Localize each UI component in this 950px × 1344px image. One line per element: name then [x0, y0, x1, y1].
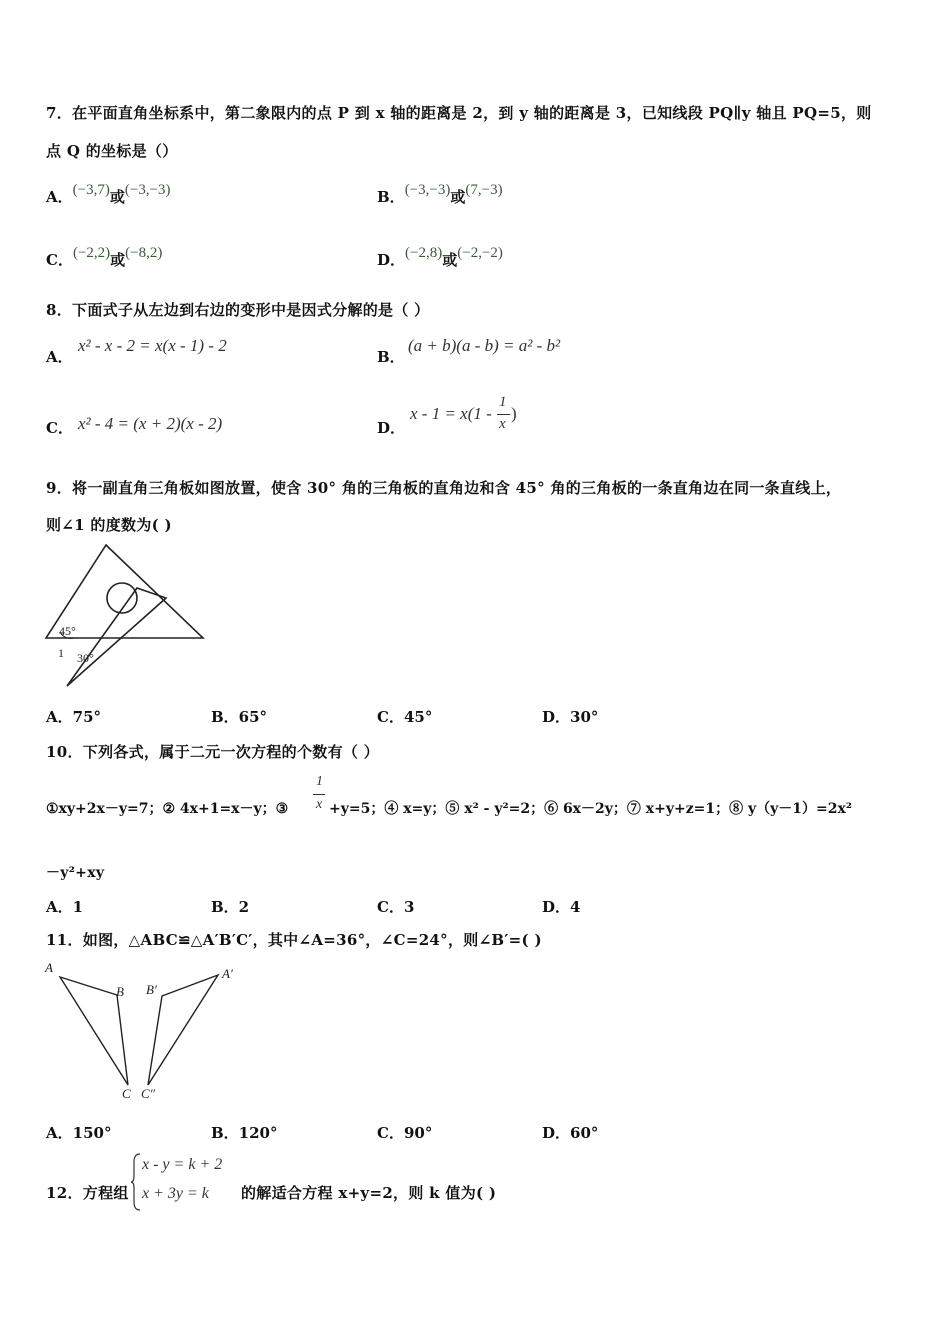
q12-equation-1: x - y = k + 2	[142, 1156, 223, 1173]
q7-option-b	[377, 182, 503, 207]
or-text: 或	[450, 188, 466, 206]
q10-option-b: B．2	[211, 898, 250, 916]
coord-1: (−3,−3)	[404, 182, 451, 198]
q9-option-c: C．45°	[377, 708, 433, 726]
coord-1: (−2,8)	[405, 245, 443, 261]
system-brace	[130, 1152, 142, 1212]
option-label: D．	[377, 251, 406, 269]
vertex-c-prime-label: C″	[141, 1086, 156, 1101]
or-text: 或	[109, 188, 125, 206]
or-text: 或	[110, 251, 126, 269]
q8-stem: 8．下面式子从左边到右边的变形中是因式分解的是（ ）	[46, 301, 430, 319]
q10-items-part1: ①xy+2x－y=7；② 4x+1=x－y；③	[46, 801, 289, 817]
or-text: 或	[442, 251, 458, 269]
q7-stem-line2: 点 Q 的坐标是（）	[46, 142, 178, 160]
coord-2: (−2,−2)	[457, 245, 503, 261]
q8-option-a-expr: x² - x - 2 = x(x - 1) - 2	[78, 336, 227, 355]
q11-stem: 11．如图，△ABC≌△A′B′C′，其中∠A=36°，∠C=24°，则∠B′=( )	[46, 931, 542, 949]
angle-45-label: 45°	[59, 624, 76, 638]
q10-frac-den: x	[316, 797, 323, 812]
q10-items-part2: +y=5；④ x=y；⑤ x² - y²=2；⑥ 6x－2y；⑦ x+y+z=1；⑧ y（y－1）=2x²	[329, 801, 852, 817]
q7-option-d	[377, 245, 503, 270]
q8-option-a-label: A．	[46, 348, 73, 366]
q12-equation-2: x + 3y = k	[142, 1185, 209, 1202]
congruent-triangles-figure	[40, 955, 250, 1105]
q11-option-b: B．120°	[211, 1124, 278, 1142]
q10-option-d: D．4	[542, 898, 581, 916]
q12-lead: 12．方程组	[46, 1184, 129, 1202]
q7-option-c	[46, 245, 163, 270]
q8-option-c-label: C．	[46, 419, 73, 437]
triangle-30	[67, 588, 166, 686]
q12-tail: 的解适合方程 x+y=2，则 k 值为( )	[241, 1184, 497, 1202]
q10-frac-num: 1	[316, 774, 323, 789]
q8-option-c-expr: x² - 4 = (x + 2)(x - 2)	[78, 414, 223, 433]
q8-option-b-expr: (a + b)(a - b) = a² - b²	[408, 336, 561, 355]
q9-stem-line1: 9．将一副直角三角板如图放置，使含 30° 角的三角板的直角边和含 45° 角的三角板的一条直角边在同一条直线上，	[46, 479, 842, 497]
fraction-bar	[313, 794, 325, 795]
q9-option-d: D．30°	[542, 708, 599, 726]
q10-option-a: A．1	[46, 898, 84, 916]
coord-2: (−8,2)	[125, 245, 163, 261]
vertex-b-label: B	[116, 984, 124, 999]
angle-30-label: 30°	[77, 651, 94, 665]
q10-items-part3: －y²+xy	[46, 865, 105, 881]
coord-2: (7,−3)	[465, 182, 503, 198]
q10-stem: 10．下列各式，属于二元一次方程的个数有（ ）	[46, 743, 379, 761]
coord-1: (−3,7)	[72, 182, 110, 198]
q8-option-d-close: )	[511, 404, 517, 423]
coord-2: (−3,−3)	[124, 182, 171, 198]
vertex-a-label: A	[45, 960, 53, 975]
q7-option-a	[46, 182, 171, 207]
q9-stem-line2: 则∠1 的度数为( )	[46, 516, 172, 534]
triangle-set-figure	[40, 540, 215, 690]
option-label: A．	[46, 188, 73, 206]
vertex-b-prime-label: B′	[146, 982, 157, 997]
q7-stem-line1: 7．在平面直角坐标系中，第二象限内的点 P 到 x 轴的距离是 2，到 y 轴的距离是 3，已知线段 PQ∥y 轴且 PQ=5，则	[46, 104, 872, 122]
q9-option-a: A．75°	[46, 708, 102, 726]
q11-option-c: C．90°	[377, 1124, 433, 1142]
vertex-a-prime-label: A′	[222, 966, 233, 981]
q8-option-b-label: B．	[377, 348, 405, 366]
q11-option-d: D．60°	[542, 1124, 599, 1142]
q9-option-b: B．65°	[211, 708, 268, 726]
angle-1-label: 1	[58, 646, 64, 660]
option-label: C．	[46, 251, 73, 269]
q8-option-d-frac-den: x	[499, 416, 506, 432]
q8-option-d-expr-left: x - 1 = x(1 -	[410, 404, 492, 423]
option-label: B．	[377, 188, 405, 206]
q11-option-a: A．150°	[46, 1124, 112, 1142]
vertex-c-label: C	[122, 1086, 131, 1101]
fraction-bar	[497, 414, 510, 415]
q10-option-c: C．3	[377, 898, 415, 916]
triangle-a2b2c2	[148, 975, 218, 1085]
q8-option-d-frac-num: 1	[499, 394, 507, 410]
q8-option-d-label: D．	[377, 419, 406, 437]
coord-1: (−2,2)	[72, 245, 111, 261]
